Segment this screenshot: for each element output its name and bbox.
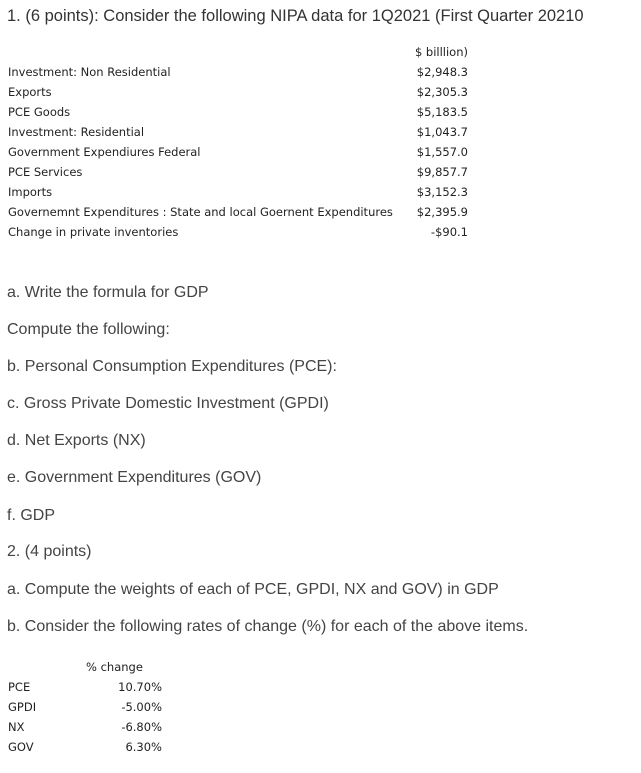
table-row: [8, 82, 468, 102]
table-row: [8, 222, 468, 242]
row-value: 10.70%: [118, 680, 162, 694]
percent-change-table: [8, 657, 162, 757]
row-value: $1,043.7: [416, 125, 468, 139]
question-2-title: 2. (4 points): [7, 543, 92, 560]
table-row: [8, 737, 162, 757]
row-value: $9,857.7: [416, 165, 468, 179]
table-row: [8, 162, 468, 182]
row-label: Investment: Residential: [8, 125, 145, 139]
row-value: -6.80%: [121, 720, 162, 734]
row-label: PCE Goods: [8, 105, 71, 119]
row-label: Imports: [8, 185, 53, 199]
table-row: [8, 122, 468, 142]
row-label: PCE: [8, 680, 31, 694]
question-1d: d. Net Exports (NX): [7, 432, 146, 449]
table-header-row: [8, 657, 162, 677]
row-value: -$90.1: [430, 225, 468, 239]
row-label: Exports: [8, 85, 52, 99]
question-1e: e. Government Expenditures (GOV): [7, 469, 262, 486]
question-1-title: 1. (6 points): Consider the following NIPA data for 1Q2021 (First Quarter 20210: [7, 7, 584, 25]
row-value: $2,948.3: [416, 65, 468, 79]
question-1a: a. Write the formula for GDP: [7, 284, 209, 301]
row-label: Governemnt Expenditures : State and local Goernent Expenditures: [8, 205, 393, 219]
row-value: -5.00%: [121, 700, 162, 714]
row-label: Investment: Non Residential: [8, 65, 171, 79]
row-value: $1,557.0: [416, 145, 468, 159]
row-value: $3,152.3: [416, 185, 468, 199]
table-row: [8, 717, 162, 737]
table-row: [8, 62, 468, 82]
row-label: Government Expendiures Federal: [8, 145, 201, 159]
table-row: [8, 677, 162, 697]
row-value: 6.30%: [125, 740, 162, 754]
question-1c: c. Gross Private Domestic Investment (GPDI): [7, 395, 329, 412]
row-label: NX: [8, 720, 25, 734]
row-value: $2,395.9: [416, 205, 468, 219]
row-value: $5,183.5: [416, 105, 468, 119]
row-label: Change in private inventories: [8, 225, 179, 239]
question-2b: b. Consider the following rates of change (%) for each of the above items.: [7, 618, 529, 635]
question-2a: a. Compute the weights of each of PCE, GPDI, NX and GOV) in GDP: [7, 581, 499, 598]
compute-instruction: Compute the following:: [7, 321, 170, 338]
table-row: [8, 202, 468, 222]
table-row: [8, 182, 468, 202]
row-label: PCE Services: [8, 165, 83, 179]
row-label: GOV: [8, 740, 34, 754]
question-1b: b. Personal Consumption Expenditures (PCE):: [7, 358, 337, 375]
question-1f: f. GDP: [7, 507, 56, 524]
table-row: [8, 142, 468, 162]
table-row: [8, 697, 162, 717]
table-row: [8, 102, 468, 122]
pct-header: % change: [86, 660, 143, 674]
unit-header: $ billlion): [414, 45, 468, 59]
table-header-row: [8, 42, 468, 62]
row-value: $2,305.3: [416, 85, 468, 99]
row-label: GPDI: [8, 700, 37, 714]
nipa-data-table: [8, 42, 468, 242]
